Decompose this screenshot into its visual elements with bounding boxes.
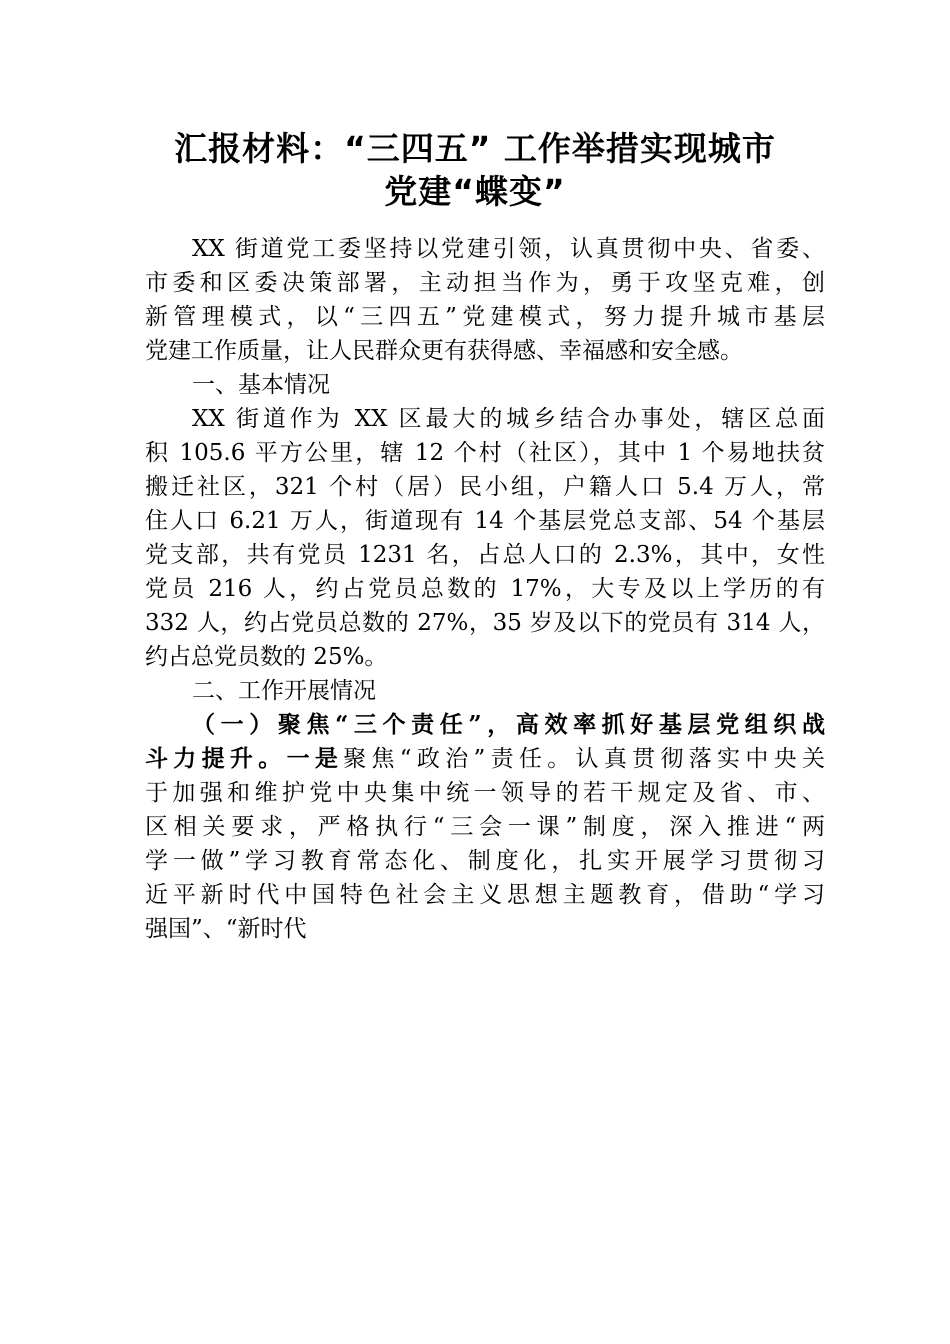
item-text: 聚焦“政治”责任。认真贯彻落实中央关 — [343, 746, 825, 772]
intro-line: 党建工作质量，让人民群众更有获得感、幸福感和安全感。 — [145, 338, 743, 364]
intro-line: XX 街道党工委坚持以党建引领，认真贯彻中央、省委、 — [192, 236, 825, 262]
section1-line: 搬迁社区，321 个村（居）民小组，户籍人口 5.4 万人，常 — [145, 474, 825, 500]
section2-line: 学一做”学习教育常态化、制度化，扎实开展学习贯彻习 — [145, 848, 825, 874]
section1-line: 约占总党员数的 25%。 — [145, 644, 388, 670]
section1-line: 党支部，共有党员 1231 名，占总人口的 2.3%，其中，女性 — [145, 542, 825, 568]
intro-line: 新管理模式，以“三四五”党建模式，努力提升城市基层 — [145, 304, 825, 330]
item-lead: 一是 — [286, 745, 344, 772]
section1-line: 党员 216 人，约占党员总数的 17%，大专及以上学历的有 — [145, 576, 825, 602]
section2-line: 于加强和维护党中央集中统一领导的若干规定及省、市、 — [145, 780, 825, 806]
section1-line: 332 人，约占党员总数的 27%，35 岁及以下的党员有 314 人， — [145, 610, 825, 636]
section1-line: XX 街道作为 XX 区最大的城乡结合办事处，辖区总面 — [192, 406, 825, 432]
section-heading-basic: 一、基本情况 — [192, 372, 330, 398]
subsection-heading: （一）聚焦“三个责任”，高效率抓好基层党组织战 — [192, 711, 825, 738]
intro-line: 市委和区委决策部署，主动担当作为，勇于攻坚克难，创 — [145, 270, 825, 296]
subsection-line — [145, 742, 825, 776]
section2-line: 强国”、“新时代 — [145, 916, 307, 942]
section2-line: 近平新时代中国特色社会主义思想主题教育，借助“学习 — [145, 882, 825, 908]
section2-line: 区相关要求，严格执行“三会一课”制度，深入推进“两 — [145, 814, 825, 840]
section1-line: 住人口 6.21 万人，街道现有 14 个基层党总支部、54 个基层 — [145, 508, 825, 534]
section1-line: 积 105.6 平方公里，辖 12 个村（社区），其中 1 个易地扶贫 — [145, 440, 825, 466]
section-heading-work: 二、工作开展情况 — [192, 678, 376, 704]
document-title-line-2: 党建“蝶变” — [384, 172, 566, 211]
subsection-heading-end: 斗力提升。 — [145, 745, 287, 772]
document-title-line-1: 汇报材料：“三四五” 工作举措实现城市 — [174, 129, 776, 168]
